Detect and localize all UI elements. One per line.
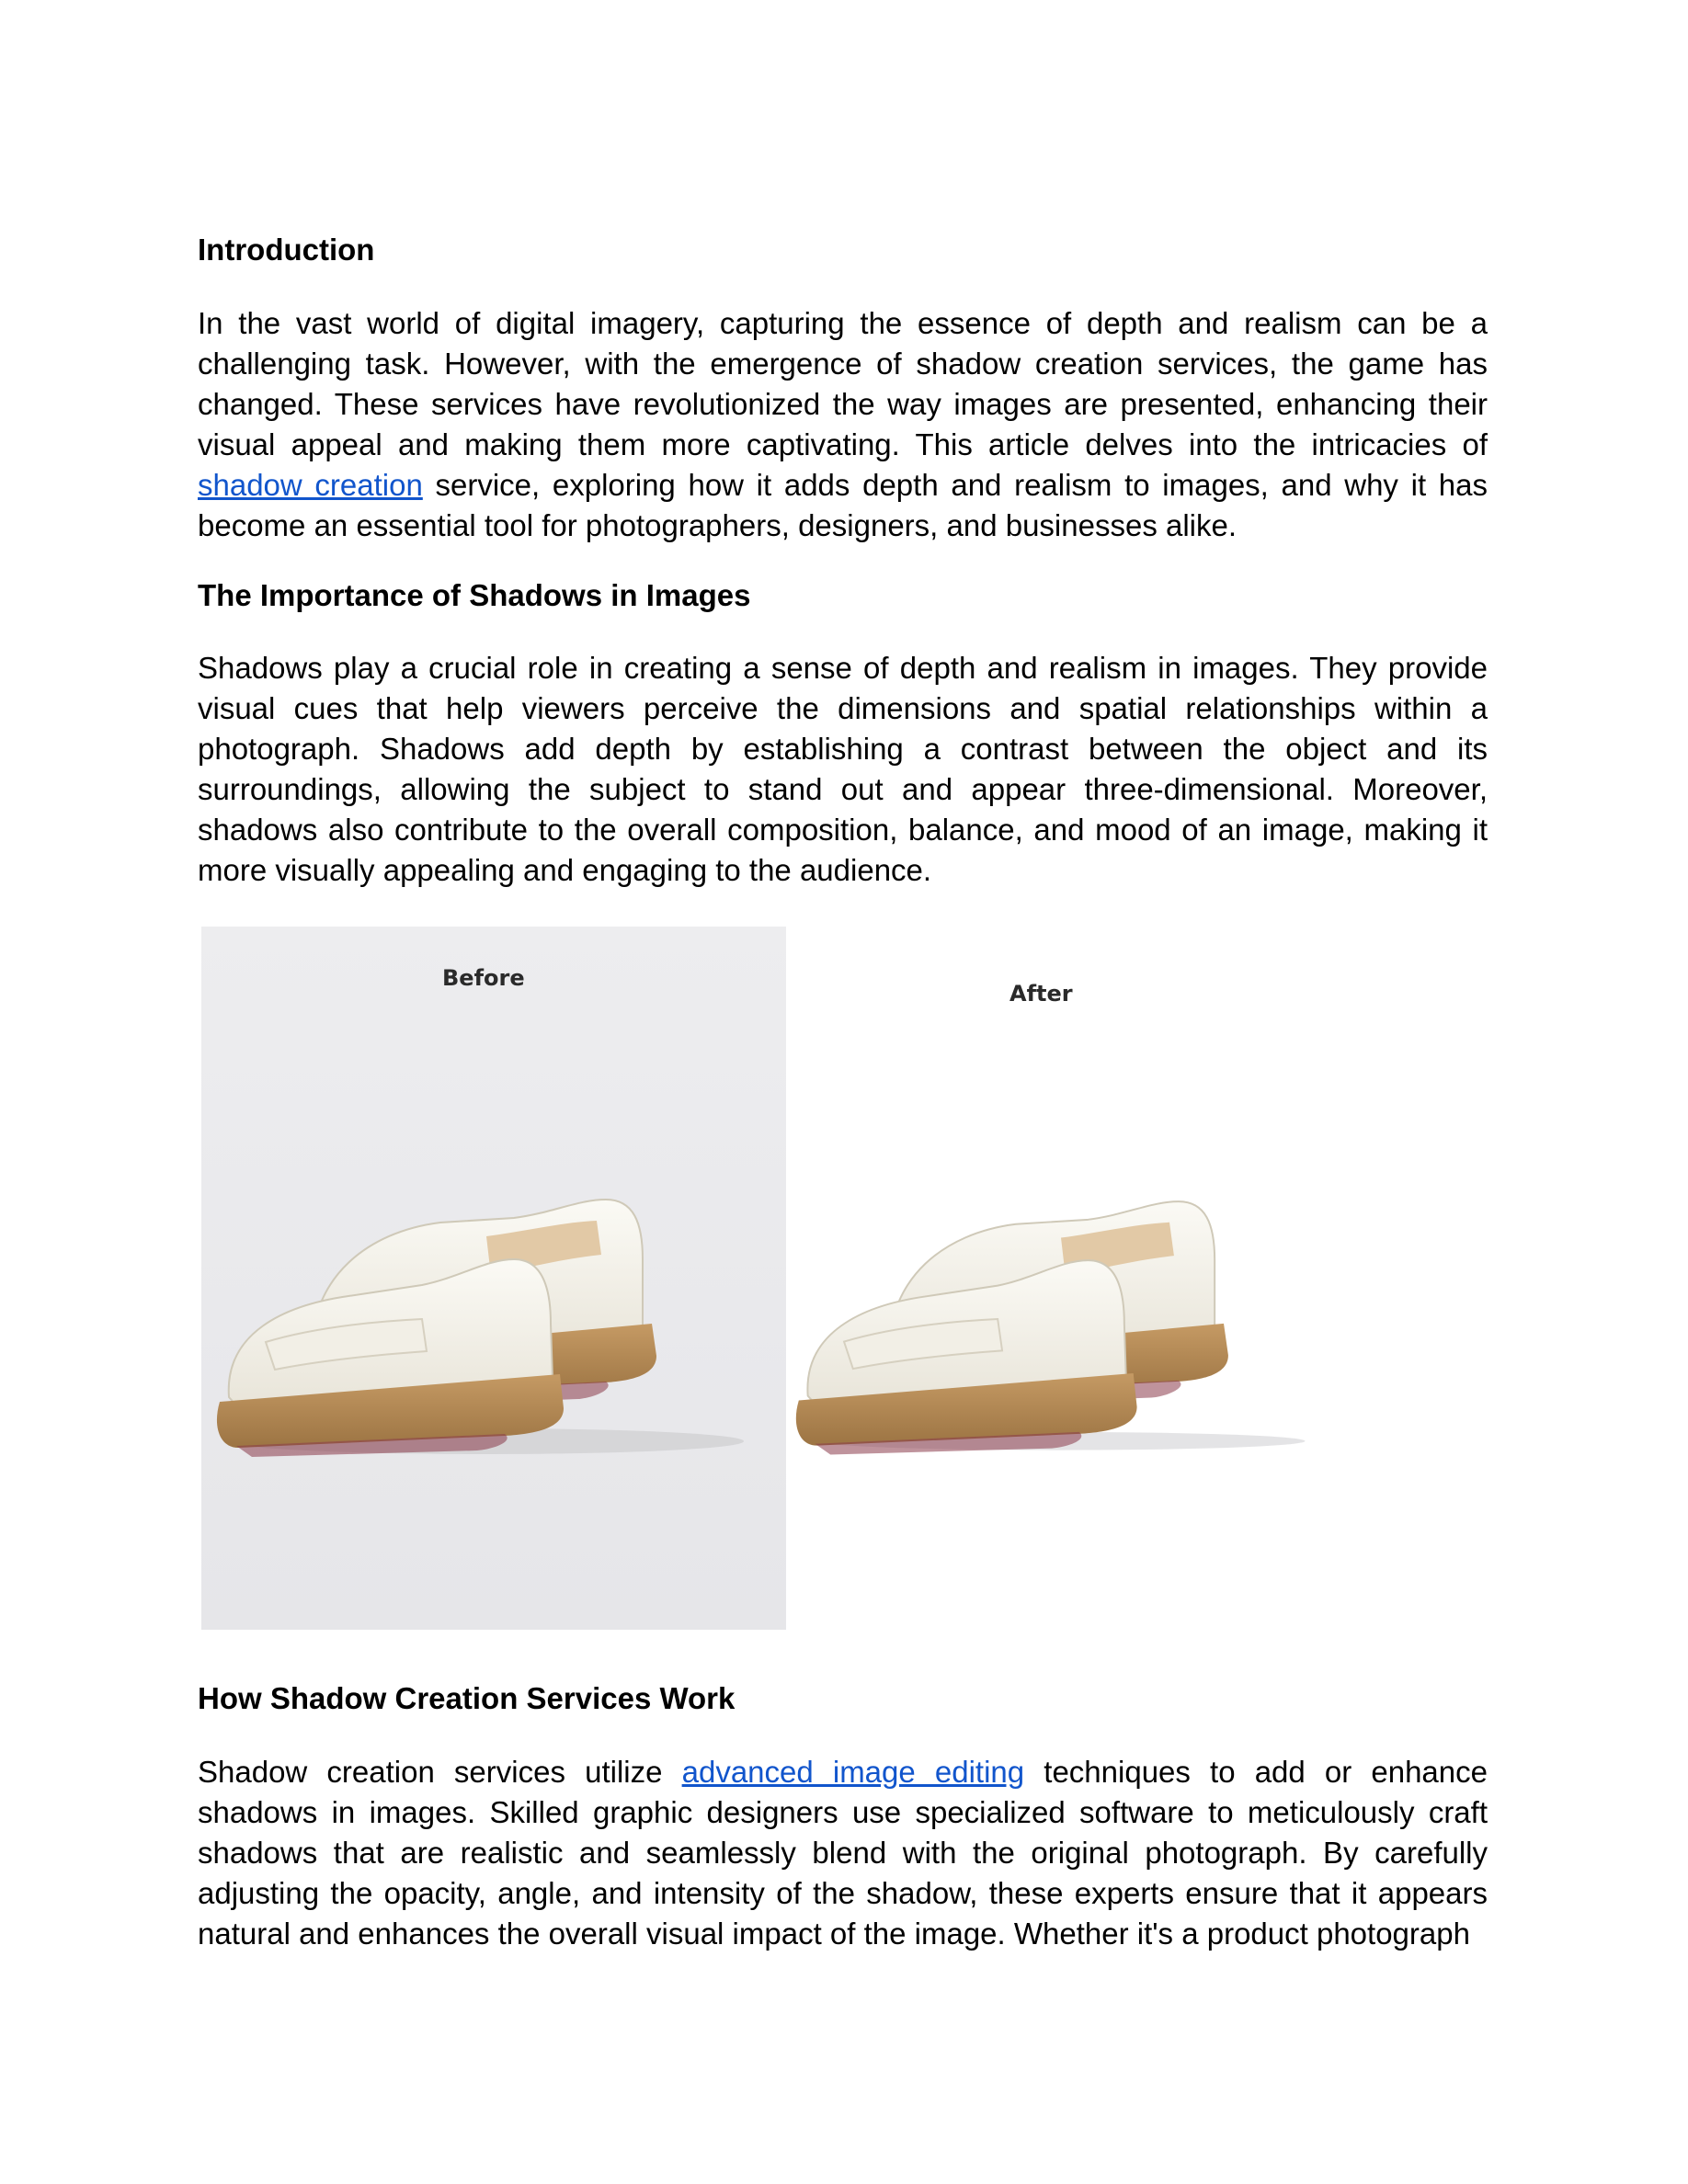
intro-paragraph — [198, 303, 1488, 546]
intro-text-end: service, exploring how it adds depth and realism to images, and why it has become an essential tool for photographers, designers, and businesses alike. — [198, 468, 1488, 542]
how-text-end: techniques to add or enhance shadows in images. Skilled graphic designers use specialized software to meticulously craft shadows that are realistic and seamlessly blend with the original photograph. By carefully adjusting the opacity, angle, and intensity of the shadow, these experts ensure that it appears natural and enhances the overall visual impact of the image. Whether it's a product photograph — [198, 1755, 1488, 1951]
before-panel — [201, 927, 786, 1630]
after-shoes-image — [790, 1167, 1332, 1471]
after-panel — [786, 927, 1360, 1630]
before-shoes-image — [211, 1167, 762, 1471]
heading-importance: The Importance of Shadows in Images — [198, 578, 751, 612]
advanced-image-editing-link[interactable]: advanced image editing — [681, 1755, 1025, 1789]
shadow-creation-link[interactable]: shadow creation — [198, 468, 423, 502]
how-text-start: Shadow creation services utilize — [198, 1755, 682, 1789]
before-label: Before — [442, 965, 525, 991]
heading-introduction: Introduction — [198, 233, 375, 267]
after-label: After — [1009, 981, 1073, 1007]
how-it-works-paragraph — [198, 1752, 1488, 1954]
heading-how-it-works: How Shadow Creation Services Work — [198, 1681, 736, 1715]
intro-text-start: In the vast world of digital imagery, capturing the essence of depth and realism can be a challenging task. However, with the emergence of shadow creation services, the game has changed. These services have revolutionized the way images are presented, enhancing their visual appeal and making them more captivating. This article delves into the intricacies of — [198, 306, 1488, 461]
importance-paragraph: Shadows play a crucial role in creating a sense of depth and realism in images. They provide visual cues that help viewers perceive the dimensions and spatial relationships within a photograph. Shadows add depth by establishing a contrast between the object and its surroundings, allowing the subject to stand out and appear three-dimensional. Moreover, shadows also contribute to the overall composition, balance, and mood of an image, making it more visually appealing and engaging to the audience. — [198, 651, 1488, 887]
before-after-figure — [201, 927, 1360, 1630]
